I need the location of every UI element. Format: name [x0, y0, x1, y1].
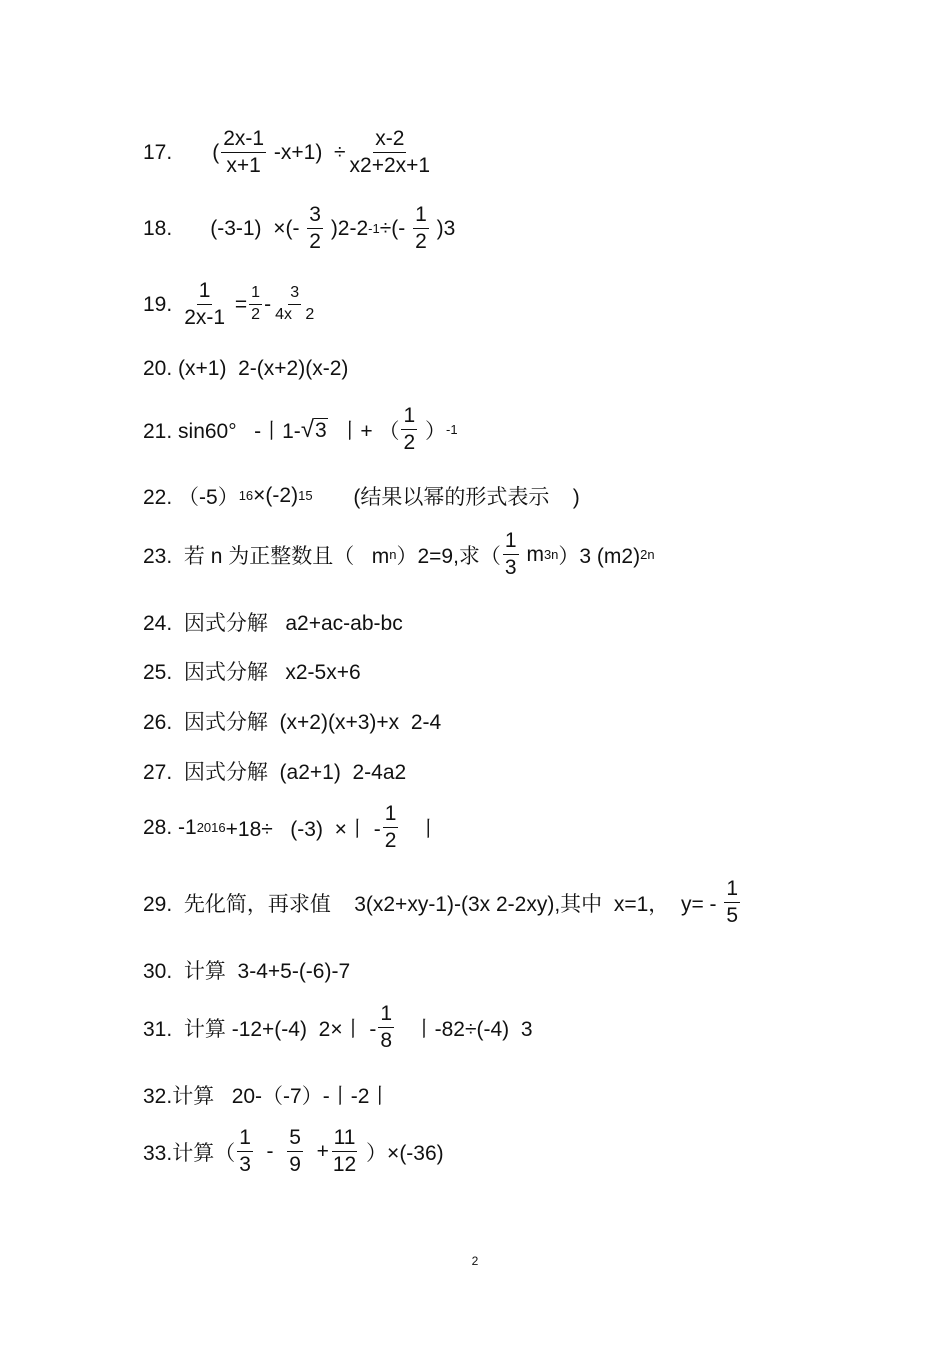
problem-22: 22. （-5） 16 ×(-2) 15 (结果以幂的形式表示 )	[143, 484, 580, 509]
problem-28: 28. -1 2016 +18÷ (-3) ×丨 - $\frac{1}{2}$ 丨	[143, 802, 439, 853]
fraction: $\frac{1}{2x-1}$	[184, 279, 226, 330]
fraction: $\frac{1}{5}$	[726, 877, 739, 928]
fraction: $\frac{1}{8}$	[380, 1002, 393, 1053]
problem-27: 27. 因式分解 (a2+1) 2-4a2	[143, 761, 407, 784]
square-root: √ 3	[300, 415, 327, 443]
fraction: $\frac{1}{2}$	[384, 802, 397, 853]
problem-number: 19.	[143, 292, 173, 316]
fraction: $\frac{11}{12}$	[332, 1126, 357, 1177]
problem-18: 18. (-3-1) ×(- $\frac{3}{2}$ )2-2 -1 ÷(- $\frac{1}{2}$ )3	[143, 203, 456, 254]
fraction: $\frac{1}{2}$	[415, 203, 427, 254]
fraction: $\frac{1}{2}$	[251, 284, 261, 324]
fraction: $\frac{1}{3}$	[239, 1126, 251, 1177]
problem-26: 26. 因式分解 (x+2)(x+3)+x 2-4	[143, 711, 442, 734]
problem-31: 31. 计算 -12+(-4) 2×丨 - $\frac{1}{8}$ 丨-82÷(-4) 3	[143, 1002, 533, 1053]
fraction: $\frac{1}{3}$	[504, 529, 517, 580]
fraction: $\frac{x-2}{x2+2x+1}$	[349, 127, 431, 178]
fraction: $\frac{3}{4x 2}$	[275, 284, 315, 324]
problem-21: 21. sin60° -丨1- √ 3 丨+ （ $\frac{1}{2}$ ） -1	[143, 404, 458, 455]
problem-17: 17. ( $\frac{2x-1}{x+1}$ -x+1) ÷ $\frac{x-2}{x2+2x+1}$	[143, 127, 431, 178]
problem-25: 25. 因式分解 x2-5x+6	[143, 661, 361, 684]
fraction: $\frac{3}{2}$	[309, 203, 321, 254]
problem-number: 17.	[143, 140, 173, 164]
problem-23: 23. 若 n 为正整数且（ m n ）2=9,求（ $\frac{1}{3}$ m 3n ）3 (m2) 2n	[143, 529, 655, 580]
problem-number: 18.	[143, 216, 173, 240]
problem-20: 20. (x+1) 2-(x+2)(x-2)	[143, 357, 349, 380]
fraction: $\frac{1}{2}$	[403, 404, 416, 455]
problem-24: 24. 因式分解 a2+ac-ab-bc	[143, 612, 403, 635]
problem-29: 29. 先化简，再求值 3(x2+xy-1)-(3x 2-2xy),其中 x=1， y= - $\frac{1}{5}$	[143, 877, 739, 928]
fraction: $\frac{2x-1}{x+1}$	[223, 127, 265, 178]
fraction: $\frac{5}{9}$	[289, 1126, 301, 1177]
problem-32: 32.计算 20-（-7）-丨-2丨	[143, 1085, 391, 1108]
problem-30: 30. 计算 3-4+5-(-6)-7	[143, 960, 351, 983]
problem-19: 19. $\frac{1}{2x-1}$ = $\frac{1}{2}$ - $\frac{3}{4x 2}$	[143, 279, 315, 330]
problem-33: 33.计算（ $\frac{1}{3}$ - $\frac{5}{9}$ + $\frac{11}{12}$ ）×(-36)	[143, 1126, 444, 1177]
page-number: 2	[471, 1254, 479, 1268]
